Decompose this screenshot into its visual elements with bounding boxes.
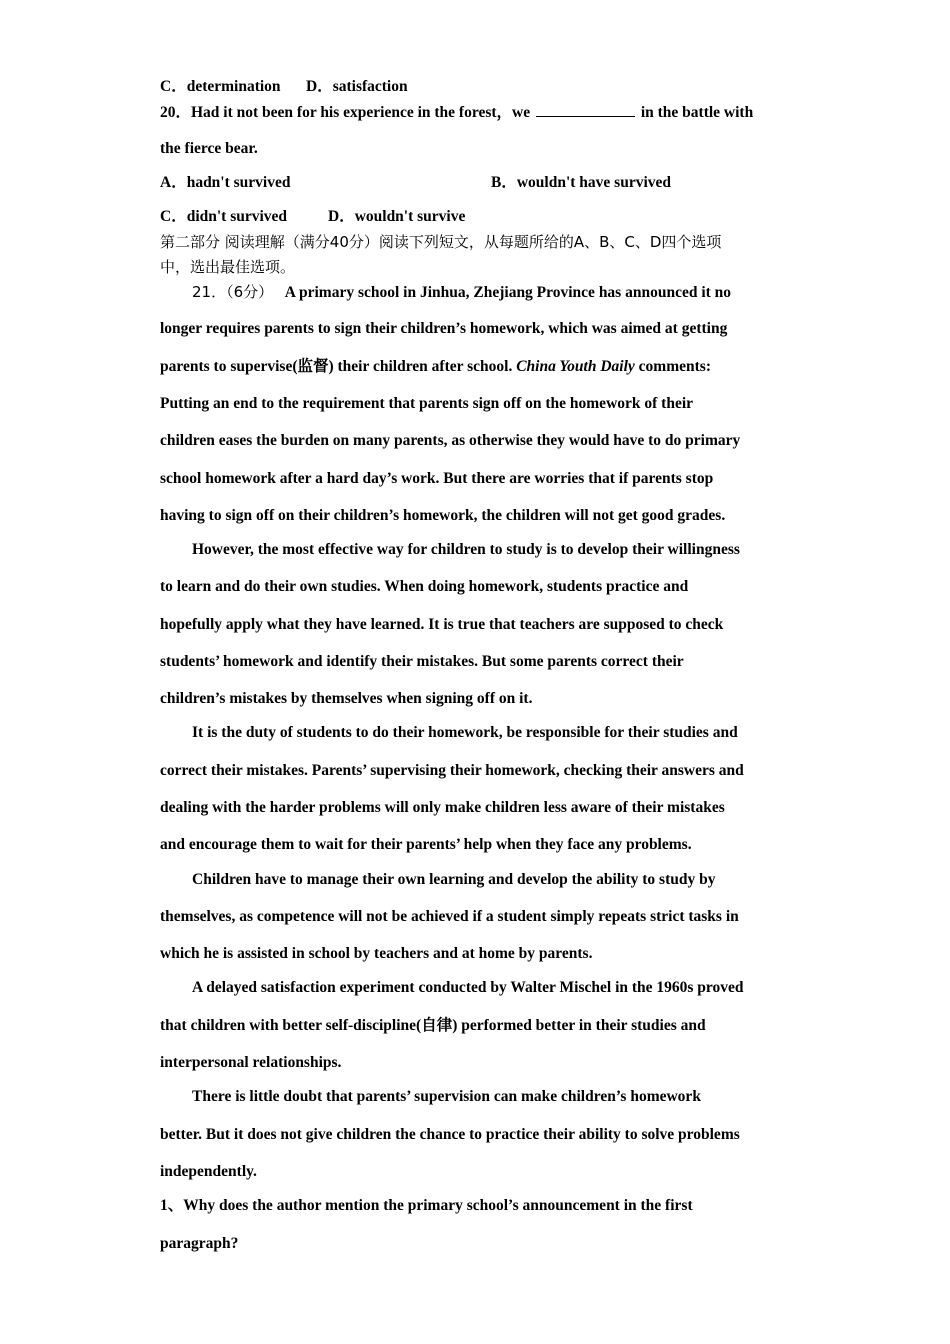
q20-option-d: D．wouldn't survive <box>328 208 466 225</box>
section2-instruction-line2: 中，选出最佳选项。 <box>160 258 296 276</box>
passage-p1-line3-after: comments: <box>634 358 711 375</box>
passage-p5-line2: that children with better self-discipline(自律) performed better in their studies and <box>160 1017 706 1034</box>
passage-p4-line3: which he is assisted in school by teachers and at home by parents. <box>160 945 593 962</box>
passage-p1-line5: children eases the burden on many parents, as otherwise they would have to do primary <box>160 432 741 449</box>
question1-line1: 1、Why does the author mention the primary school’s announcement in the first <box>160 1197 693 1214</box>
question-number: 21．（6分） <box>192 283 274 301</box>
q20-option-a: A．hadn't survived <box>160 174 291 191</box>
q20-stem-after-blank: in the battle with <box>636 104 754 121</box>
answer-blank <box>536 102 635 117</box>
passage-p5-line1: A delayed satisfaction experiment conducted by Walter Mischel in the 1960s proved <box>192 979 744 996</box>
q20-option-c: C．didn't survived <box>160 208 288 225</box>
passage-p6-line3: independently. <box>160 1163 257 1180</box>
passage-p6-line2: better. But it does not give children the chance to practice their ability to solve problems <box>160 1126 740 1143</box>
passage-p4-line1: Children have to manage their own learning and develop the ability to study by <box>192 871 716 888</box>
passage-p1-line3 <box>160 357 711 377</box>
newspaper-name: China Youth Daily <box>516 358 635 375</box>
passage-p4-line2: themselves, as competence will not be achieved if a student simply repeats strict tasks in <box>160 908 739 925</box>
passage-p2-line4: students’ homework and identify their mistakes. But some parents correct their <box>160 653 684 670</box>
passage-p1-line3-before: parents to supervise(监督) their children after school. <box>160 358 517 375</box>
passage-p1-text: A primary school in Jinhua, Zhejiang Province has announced it no <box>284 284 732 301</box>
passage-p1-line7: having to sign off on their children’s homework, the children will not get good grades. <box>160 507 726 524</box>
passage-p3-line2: correct their mistakes. Parents’ supervising their homework, checking their answers and <box>160 762 744 779</box>
passage-p2-line3: hopefully apply what they have learned. It is true that teachers are supposed to check <box>160 616 724 633</box>
q20-stem-before-blank: 20．Had it not been for his experience in the forest，we <box>160 104 534 121</box>
q20-stem-line2: the fierce bear. <box>160 140 258 157</box>
passage-p3-line3: dealing with the harder problems will only make children less aware of their mistakes <box>160 799 725 816</box>
q19-option-c: C．determination <box>160 78 281 95</box>
q19-option-d: D．satisfaction <box>306 78 408 95</box>
passage-p1-line2: longer requires parents to sign their children’s homework, which was aimed at getting <box>160 320 728 337</box>
passage-p1-line4: Putting an end to the requirement that parents sign off on the homework of their <box>160 395 694 412</box>
question1-line2: paragraph? <box>160 1235 239 1252</box>
q20-option-b: B．wouldn't have survived <box>491 174 672 191</box>
q20-stem <box>160 102 753 123</box>
passage-p2-line5: children’s mistakes by themselves when signing off on it. <box>160 690 533 707</box>
passage-p1-line1 <box>192 282 731 303</box>
section2-instruction-line1: 第二部分 阅读理解（满分40分）阅读下列短文，从每题所给的A、B、C、D四个选项 <box>160 233 722 251</box>
passage-p2-line2: to learn and do their own studies. When doing homework, students practice and <box>160 578 689 595</box>
passage-p3-line4: and encourage them to wait for their parents’ help when they face any problems. <box>160 836 692 853</box>
passage-p3-line1: It is the duty of students to do their homework, be responsible for their studies and <box>192 724 738 741</box>
passage-p5-line3: interpersonal relationships. <box>160 1054 342 1071</box>
passage-p1-line6: school homework after a hard day’s work. But there are worries that if parents stop <box>160 470 714 487</box>
passage-p2-line1: However, the most effective way for children to study is to develop their willingness <box>192 541 740 558</box>
passage-p6-line1: There is little doubt that parents’ supervision can make children’s homework <box>192 1088 701 1105</box>
